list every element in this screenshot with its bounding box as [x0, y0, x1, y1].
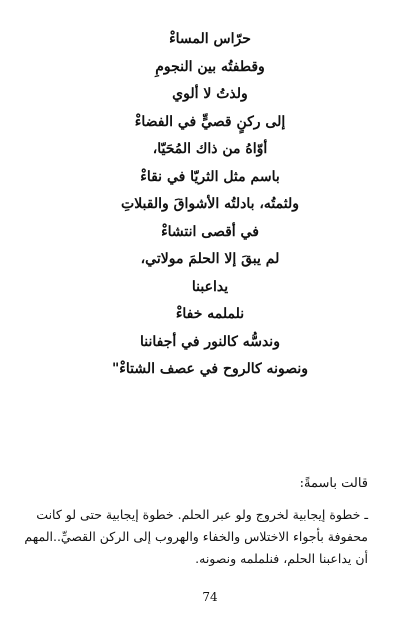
poem-line: إلى ركنٍ قصيٍّ في الفضاءْ — [134, 113, 286, 130]
prose-lead: قالت باسمةً: — [299, 476, 368, 491]
poem-line: لم يبقَ إلا الحلمَ مولاتي، — [140, 251, 280, 267]
poem-line: نلملمه خفاءْ — [175, 306, 245, 322]
poem-line: أوّاهُ من ذاك المُحَيّا، — [152, 141, 268, 157]
poem-line: ولثمتُه، بادلتُه الأشواقَ والقبلاتِ — [121, 196, 299, 212]
paragraph-line: أن يداعبنا الحلم، فنلملمه ونصونه. — [195, 551, 368, 566]
poem-line: حرّاس المساءْ — [169, 31, 251, 47]
poem-line: ونصونه كالروح في عصف الشتاءْ" — [111, 361, 308, 377]
paragraph-line: ـ خطوة إيجابية لخروج ولو عبر الحلم. خطوة إيجابية حتى لو كانت — [36, 507, 368, 522]
poem-line: ولذتُ لا ألوي — [172, 86, 248, 102]
paragraph-line: محفوفة بأجواء الاختلاس والخفاء والهروب إلى الركن القصيِّ..المهم — [24, 529, 368, 544]
prose-paragraph — [24, 504, 368, 570]
poem-line: يداعبنا — [191, 278, 229, 295]
poem-line: وقطفتُه بين النجومِ — [155, 58, 265, 75]
poem-line: باسم مثل الثريّا في نقاءْ — [140, 168, 280, 185]
page-number: 74 — [202, 590, 218, 604]
poem-stanza — [0, 30, 420, 388]
poem-line: في أقصى انتشاءْ — [161, 223, 259, 240]
poem-line: وندسُّه كالنور في أجفاننا — [140, 333, 280, 350]
